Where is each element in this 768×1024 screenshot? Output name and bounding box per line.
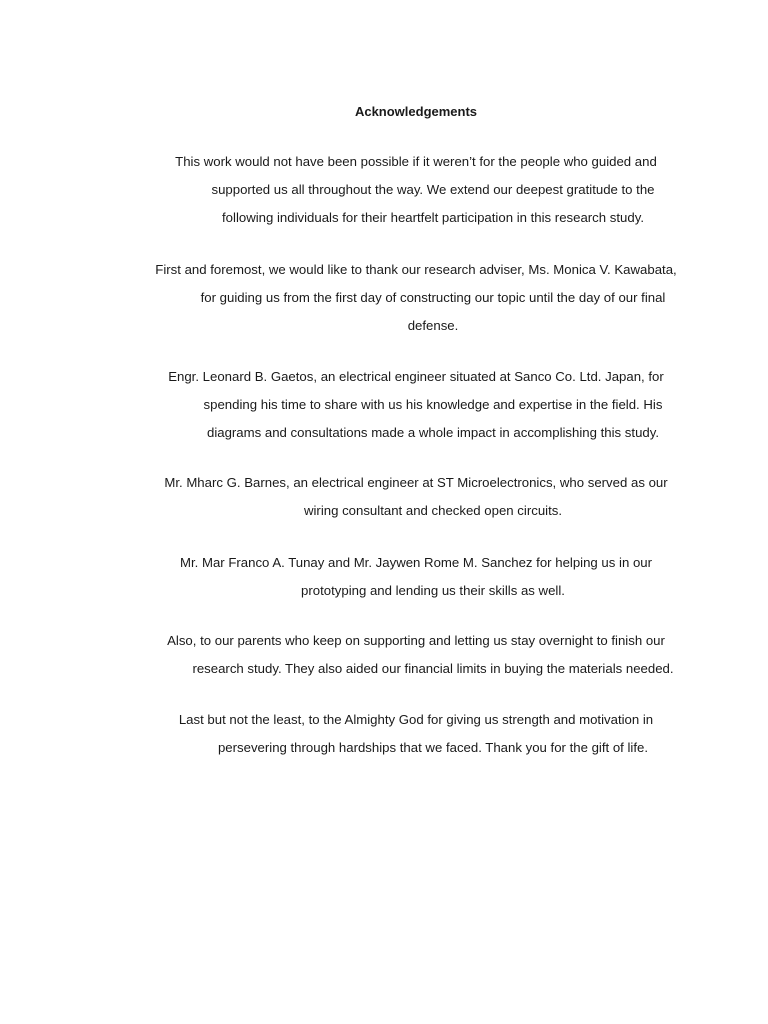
paragraph-tunay-sanchez <box>0 549 768 605</box>
paragraph-intro <box>0 148 768 232</box>
paragraph-line: diagrams and consultations made a whole impact in accomplishing this study. <box>206 425 660 440</box>
paragraph-gaetos <box>0 363 768 447</box>
paragraph-line: spending his time to share with us his knowledge and expertise in the field. His <box>203 397 663 412</box>
paragraph-line: wiring consultant and checked open circuits. <box>303 503 563 518</box>
paragraph-line: Also, to our parents who keep on supporting and letting us stay overnight to finish our <box>167 633 665 648</box>
paragraph-god <box>0 706 768 762</box>
paragraph-line: Mr. Mar Franco A. Tunay and Mr. Jaywen Rome M. Sanchez for helping us in our <box>179 555 653 570</box>
paragraph-line: research study. They also aided our financial limits in buying the materials needed. <box>192 661 674 676</box>
paragraph-line: This work would not have been possible if it weren’t for the people who guided and <box>175 154 657 169</box>
paragraph-line: prototyping and lending us their skills as well. <box>301 583 565 598</box>
page-title: Acknowledgements <box>354 104 478 119</box>
paragraph-line: Last but not the least, to the Almighty God for giving us strength and motivation in <box>178 712 654 727</box>
paragraph-line: persevering through hardships that we faced. Thank you for the gift of life. <box>217 740 649 755</box>
paragraph-line: for guiding us from the first day of constructing our topic until the day of our final <box>200 290 666 305</box>
paragraph-parents <box>0 627 768 683</box>
paragraph-line: defense. <box>407 318 459 333</box>
paragraph-line: Engr. Leonard B. Gaetos, an electrical engineer situated at Sanco Co. Ltd. Japan, for <box>168 369 664 384</box>
paragraph-line: First and foremost, we would like to thank our research adviser, Ms. Monica V. Kawabata, <box>155 262 677 277</box>
paragraph-line: following individuals for their heartfelt participation in this research study. <box>222 210 644 225</box>
paragraph-line: Mr. Mharc G. Barnes, an electrical engineer at ST Microelectronics, who served as our <box>164 475 668 490</box>
paragraph-adviser <box>0 256 768 340</box>
paragraph-line: supported us all throughout the way. We extend our deepest gratitude to the <box>211 182 655 197</box>
paragraph-barnes <box>0 469 768 525</box>
